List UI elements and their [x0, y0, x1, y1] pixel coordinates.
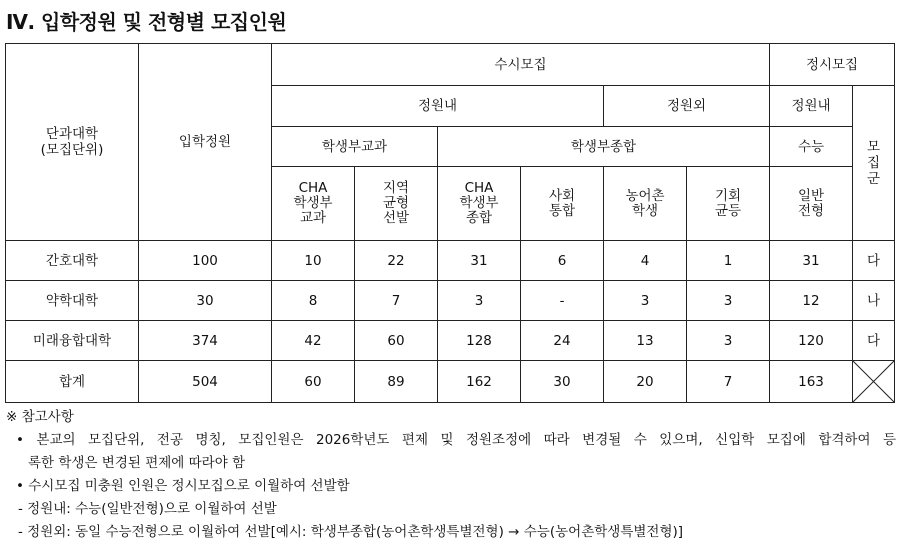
table-row: [6, 361, 895, 403]
cell-value: 162: [438, 361, 521, 403]
header-hakbu-jonghap: 학생부종합: [438, 127, 770, 167]
header-sub-cha-gyogwa: CHA 학생부 교과: [272, 167, 355, 241]
cell-value: 60: [355, 321, 438, 361]
table-row: [6, 241, 895, 281]
cell-value: 3: [604, 281, 687, 321]
header-suneung: 수능: [770, 127, 853, 167]
cell-value: 10: [272, 241, 355, 281]
header-susi-out: 정원외: [604, 86, 770, 127]
header-sub-gihoe: 기회 균등: [687, 167, 770, 241]
header-sub-sahoe: 사회 통합: [521, 167, 604, 241]
cell-value: 163: [770, 361, 853, 403]
diagonal-cross-icon: [853, 361, 894, 402]
header-sub-jiyeok: 지역 균형 선발: [355, 167, 438, 241]
notes-item-2: • 수시모집 미충원 인원은 정시모집으로 이월하여 선발함: [16, 478, 350, 494]
admission-quota-table: [5, 43, 895, 403]
header-susi-in: 정원내: [272, 86, 604, 127]
notes-item-1-line-1: • 본교의 모집단위, 전공 명칭, 모집인원은 2026학년도 편제 및 정원조정에 따라 변경될 수 있으며, 신입학 모집에 합격하여 등: [16, 432, 896, 448]
header-college: 단과대학 (모집단위): [6, 44, 139, 241]
header-quota: 입학정원: [139, 44, 272, 241]
cell-value: 3: [438, 281, 521, 321]
notes-sub-2: - 정원외: 동일 수능전형으로 이월하여 선발[예시: 학생부종합(농어촌학생특별전형) → 수능(농어촌학생특별전형)]: [18, 524, 684, 540]
table-row: [6, 321, 895, 361]
cell-value: 22: [355, 241, 438, 281]
cell-value: 1: [687, 241, 770, 281]
notes-item-1-line-2: 록한 학생은 변경된 편제에 따라야 함: [28, 455, 246, 471]
notes-section: [6, 406, 896, 544]
cell-value: 3: [687, 321, 770, 361]
header-hakbu-gyogwa: 학생부교과: [272, 127, 438, 167]
notes-heading: ※ 참고사항: [6, 409, 74, 425]
cell-college: 약학대학: [6, 281, 139, 321]
header-sub-cha-jonghap: CHA 학생부 종합: [438, 167, 521, 241]
cell-value: -: [521, 281, 604, 321]
cell-gun: 다: [853, 321, 895, 361]
cell-quota: 30: [139, 281, 272, 321]
cell-college: 간호대학: [6, 241, 139, 281]
cell-value: 13: [604, 321, 687, 361]
cell-gun-empty: [853, 361, 895, 403]
cell-value: 6: [521, 241, 604, 281]
cell-college: 미래융합대학: [6, 321, 139, 361]
cell-value: 20: [604, 361, 687, 403]
cell-value: 30: [521, 361, 604, 403]
cell-value: 128: [438, 321, 521, 361]
cell-value: 12: [770, 281, 853, 321]
cell-value: 8: [272, 281, 355, 321]
cell-college: 합계: [6, 361, 139, 403]
cell-value: 60: [272, 361, 355, 403]
header-sub-nongeochon: 농어촌 학생: [604, 167, 687, 241]
cell-value: 31: [770, 241, 853, 281]
notes-sub-1: - 정원내: 수능(일반전형)으로 이월하여 선발: [18, 501, 277, 517]
cell-value: 31: [438, 241, 521, 281]
cell-value: 42: [272, 321, 355, 361]
cell-quota: 100: [139, 241, 272, 281]
header-susi: 수시모집: [272, 44, 770, 86]
cell-value: 120: [770, 321, 853, 361]
cell-value: 7: [687, 361, 770, 403]
table-row: [6, 281, 895, 321]
cell-value: 4: [604, 241, 687, 281]
page-title: Ⅳ. 입학정원 및 전형별 모집인원: [6, 10, 287, 34]
header-jeongsi-in: 정원내: [770, 86, 853, 127]
cell-value: 3: [687, 281, 770, 321]
cell-value: 24: [521, 321, 604, 361]
cell-value: 7: [355, 281, 438, 321]
cell-gun: 나: [853, 281, 895, 321]
header-gun: 모 집 군: [853, 86, 895, 241]
header-sub-ilban: 일반 전형: [770, 167, 853, 241]
cell-quota: 374: [139, 321, 272, 361]
cell-quota: 504: [139, 361, 272, 403]
cell-value: 89: [355, 361, 438, 403]
header-jeongsi: 정시모집: [770, 44, 895, 86]
cell-gun: 다: [853, 241, 895, 281]
